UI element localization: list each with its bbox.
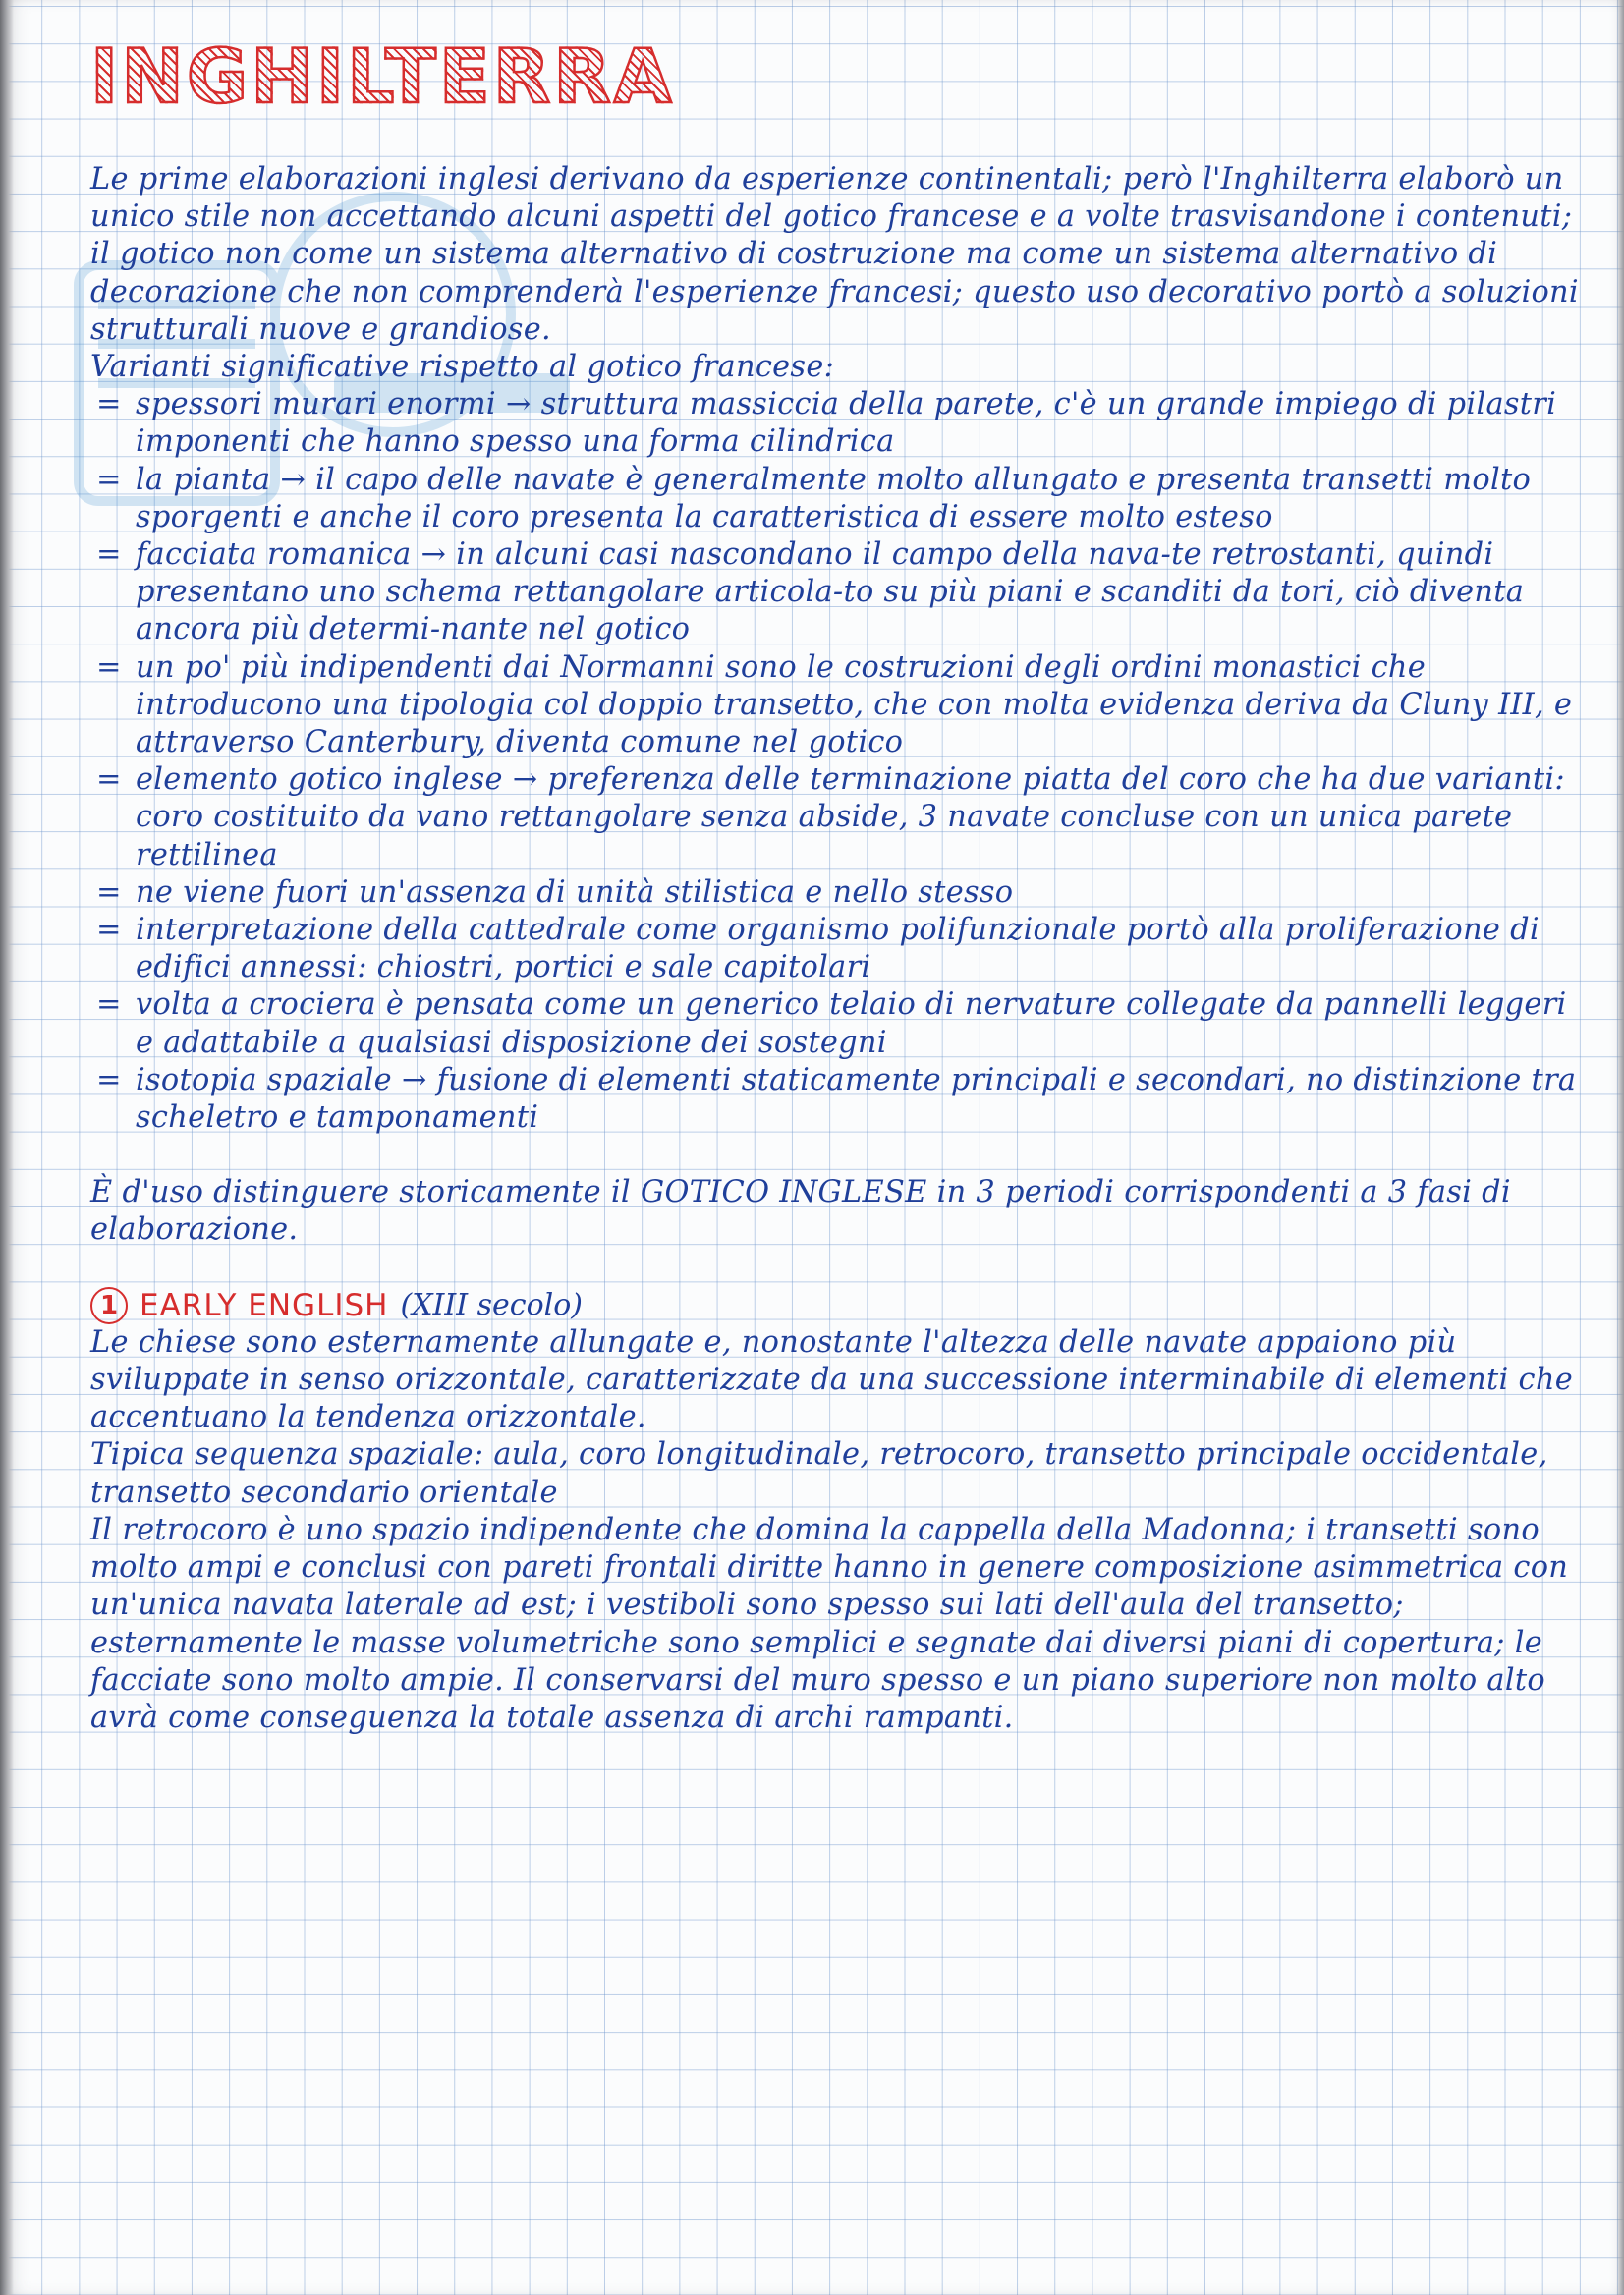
bullet-mark: = [96, 762, 122, 798]
list-item [90, 874, 1584, 912]
list-item-text: la pianta → il capo delle navate è generalmente molto allungato e presenta transetti molto sporgenti e anche il coro presenta la caratteristica di essere molto esteso [136, 462, 1532, 534]
section-title: EARLY ENGLISH [140, 1287, 389, 1323]
periods-intro: È d'uso distinguere storicamente il GOTICO INGLESE in 3 periodi corrispondenti a 3 fasi di elaborazione. [90, 1175, 1511, 1248]
bullet-mark: = [96, 537, 122, 573]
section-heading [90, 1287, 1584, 1324]
section-paragraph: Tipica sequenza spaziale: aula, coro longitudinale, retrocoro, transetto principale occidentale, transetto secondario orientale [90, 1437, 1548, 1510]
page-edge-shadow [1616, 0, 1624, 2295]
list-item-text: facciata romanica → in alcuni casi nascondano il campo della nava-te retrostanti, quindi presentano uno schema rettangolare articola-to su più piani e scanditi da tori, ciò diventa ancora più determi-nante nel gotico [136, 537, 1525, 647]
list-item [90, 986, 1584, 1061]
section-paragraph: Il retrocoro è uno spazio indipendente che domina la cappella della Madonna; i transetti sono molto ampi e conclusi con pareti frontali diritte hanno in genere composizione asimmetrica con un'unica navata laterale ad est; i vestiboli sono spesso sui lati dell'aula del transetto; esternamente le masse volumetriche sono semplici e segnate dai diversi piani di copertura; le facciate sono molto ampie. Il conservarsi del muro spesso e un piano superiore non molto alto avrà come conseguenza la totale assenza di archi rampanti. [90, 1512, 1569, 1735]
list-item-text: spessori murari enormi → struttura massiccia della parete, c'è un grande impiego di pilastri imponenti che hanno spesso una forma cilindrica [136, 387, 1557, 460]
list-item-text: interpretazione della cattedrale come organismo polifunzionale portò alla proliferazione di edifici annessi: chiostri, portici e sale capitolari [136, 913, 1540, 985]
spacer [90, 1250, 1584, 1287]
section-number-badge: 1 [90, 1287, 128, 1324]
list-item [90, 1062, 1584, 1137]
list-item-text: isotopia spaziale → fusione di elementi staticamente principali e secondari, no distinzione tra scheletro e tamponamenti [136, 1062, 1577, 1136]
list-heading: Varianti significative rispetto al gotico francese: [90, 350, 835, 385]
bullet-mark: = [96, 387, 122, 422]
bullet-mark: = [96, 913, 122, 948]
list-item-text: elemento gotico inglese → preferenza delle terminazione piatta del coro che ha due varianti: coro costituito da vano rettangolare senza abside, 3 navate concluse con un unica parete rettilinea [136, 762, 1565, 872]
intro-paragraph: Le prime elaborazioni inglesi derivano da esperienze continentali; però l'Inghilterra elaborò un unico stile non accettando alcuni aspetti del gotico francese e a volte trasvisandone i contenuti; il gotico non come un sistema alternativo di costruzione ma come un sistema alternativo di decorazione che non comprenderà l'esperienze francesi; questo uso decorativo portò a soluzioni strutturali nuove e grandiose. [90, 162, 1579, 347]
page-binding-shadow [0, 0, 14, 2295]
bullet-mark: = [96, 987, 122, 1023]
list-item [90, 536, 1584, 649]
bullet-mark: = [96, 462, 122, 497]
list-item [90, 912, 1584, 986]
variants-list [90, 386, 1584, 1137]
bullet-mark: = [96, 874, 122, 910]
list-item [90, 462, 1584, 536]
spacer [90, 1137, 1584, 1174]
bullet-mark: = [96, 1062, 122, 1097]
list-item-text: ne viene fuori un'assenza di unità stilistica e nello stesso [136, 874, 1014, 910]
bullet-mark: = [96, 649, 122, 685]
list-item [90, 649, 1584, 762]
section-subtitle: (XIII secolo) [400, 1287, 584, 1322]
page-title: INGHILTERRA [90, 28, 1584, 126]
list-item-text: volta a crociera è pensata come un generico telaio di nervature collegate da pannelli leggeri e adattabile a qualsiasi disposizione dei sostegni [136, 987, 1567, 1060]
list-item [90, 386, 1584, 461]
section-paragraph: Le chiese sono esternamente allungate e, nonostante l'altezza delle navate appaiono più sviluppate in senso orizzontale, caratterizzate da una successione interminabile di elementi che accentuano la tendenza orizzontale. [90, 1324, 1573, 1435]
notes-content [90, 28, 1584, 1737]
list-item [90, 761, 1584, 874]
list-item-text: un po' più indipendenti dai Normanni sono le costruzioni degli ordini monastici che introducono una tipologia col doppio transetto, che con molta evidenza deriva da Cluny III, e attraverso Canterbury, diventa comune nel gotico [136, 649, 1573, 760]
